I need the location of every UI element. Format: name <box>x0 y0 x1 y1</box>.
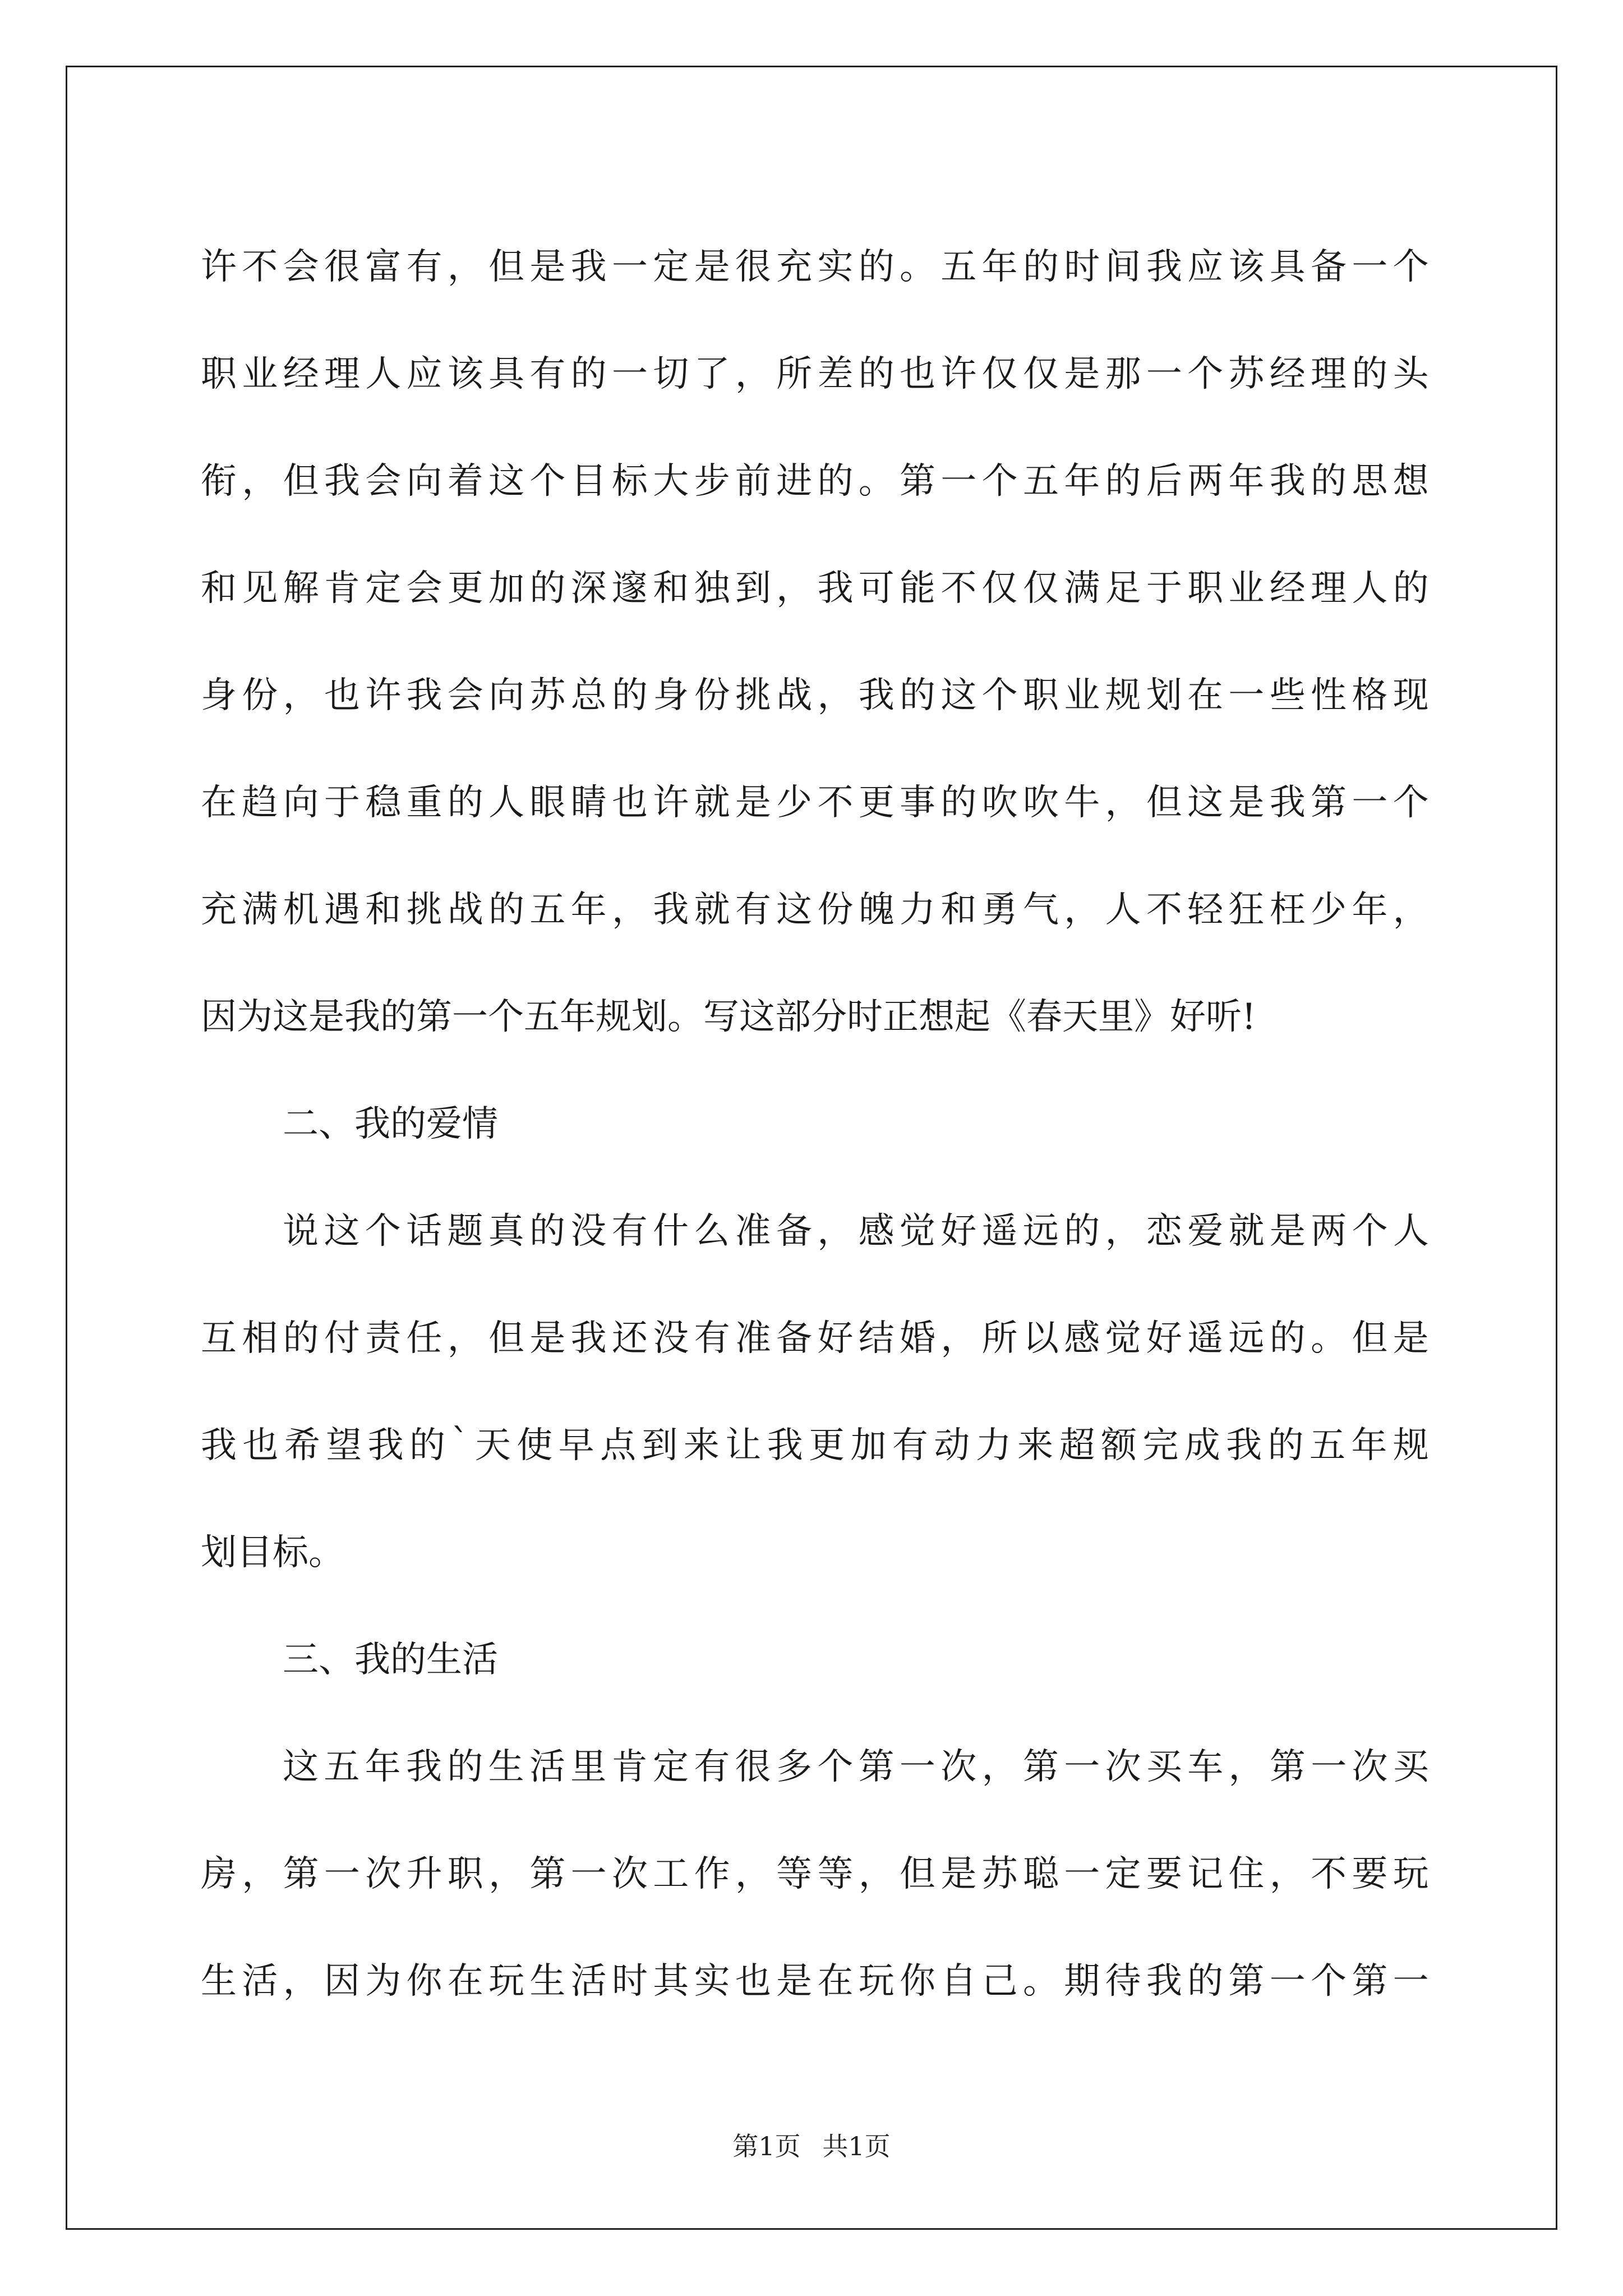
text-line: 因为这是我的第一个五年规划。写这部分时正想起《春天里》好听! <box>201 996 1256 1038</box>
text-line: 说 这 个 话 题 真 的 没 有 什 么 准 备 ， 感 觉 好 遥 远 的 ， 恋 爱 就 是 两 个 人 <box>283 1210 1429 1252</box>
text-line: 充 满 机 遇 和 挑 战 的 五 年 ， 我 就 有 这 份 魄 力 和 勇 气 ， 人 不 轻 狂 枉 少 年 ， <box>201 889 1429 931</box>
document-body <box>201 210 1429 2031</box>
page-total: 共1页 <box>822 2131 891 2161</box>
text-line: 衔 ， 但 我 会 向 着 这 个 目 标 大 步 前 进 的 。 第 一 个 五 年 的 后 两 年 我 的 思 想 <box>201 460 1429 502</box>
text-line: 和 见 解 肯 定 会 更 加 的 深 邃 和 独 到 ， 我 可 能 不 仅 仅 满 足 于 职 业 经 理 人 的 <box>201 567 1429 609</box>
text-line: 互 相 的 付 责 任 ， 但 是 我 还 没 有 准 备 好 结 婚 ， 所 以 感 觉 好 遥 远 的 。 但 是 <box>201 1317 1429 1359</box>
text-line: 这 五 年 我 的 生 活 里 肯 定 有 很 多 个 第 一 次 ， 第 一 次 买 车 ， 第 一 次 买 <box>283 1746 1429 1788</box>
text-line: 在 趋 向 于 稳 重 的 人 眼 睛 也 许 就 是 少 不 更 事 的 吹 吹 牛 ， 但 这 是 我 第 一 个 <box>201 781 1429 823</box>
page-footer <box>0 2126 1623 2163</box>
text-line: 二、我的爱情 <box>283 1103 498 1145</box>
text-line: 我 也 希 望 我 的 ` 天 使 早 点 到 来 让 我 更 加 有 动 力 来 超 额 完 成 我 的 五 年 规 <box>201 1421 1429 1466</box>
page-number: 第1页 <box>732 2131 801 2161</box>
text-line: 房 ， 第 一 次 升 职 ， 第 一 次 工 作 ， 等 等 ， 但 是 苏 聪 一 定 要 记 住 ， 不 要 玩 <box>201 1853 1429 1895</box>
text-line: 生 活 ， 因 为 你 在 玩 生 活 时 其 实 也 是 在 玩 你 自 己 。 期 待 我 的 第 一 个 第 一 <box>201 1960 1429 2002</box>
text-line: 三、我的生活 <box>283 1639 498 1681</box>
text-line: 许 不 会 很 富 有 ， 但 是 我 一 定 是 很 充 实 的 。 五 年 的 时 间 我 应 该 具 备 一 个 <box>201 246 1429 288</box>
text-line: 身 份 ， 也 许 我 会 向 苏 总 的 身 份 挑 战 ， 我 的 这 个 职 业 规 划 在 一 些 性 格 现 <box>201 674 1429 716</box>
text-line: 划目标。 <box>201 1531 344 1573</box>
text-line: 职 业 经 理 人 应 该 具 有 的 一 切 了 ， 所 差 的 也 许 仅 仅 是 那 一 个 苏 经 理 的 头 <box>201 353 1429 395</box>
